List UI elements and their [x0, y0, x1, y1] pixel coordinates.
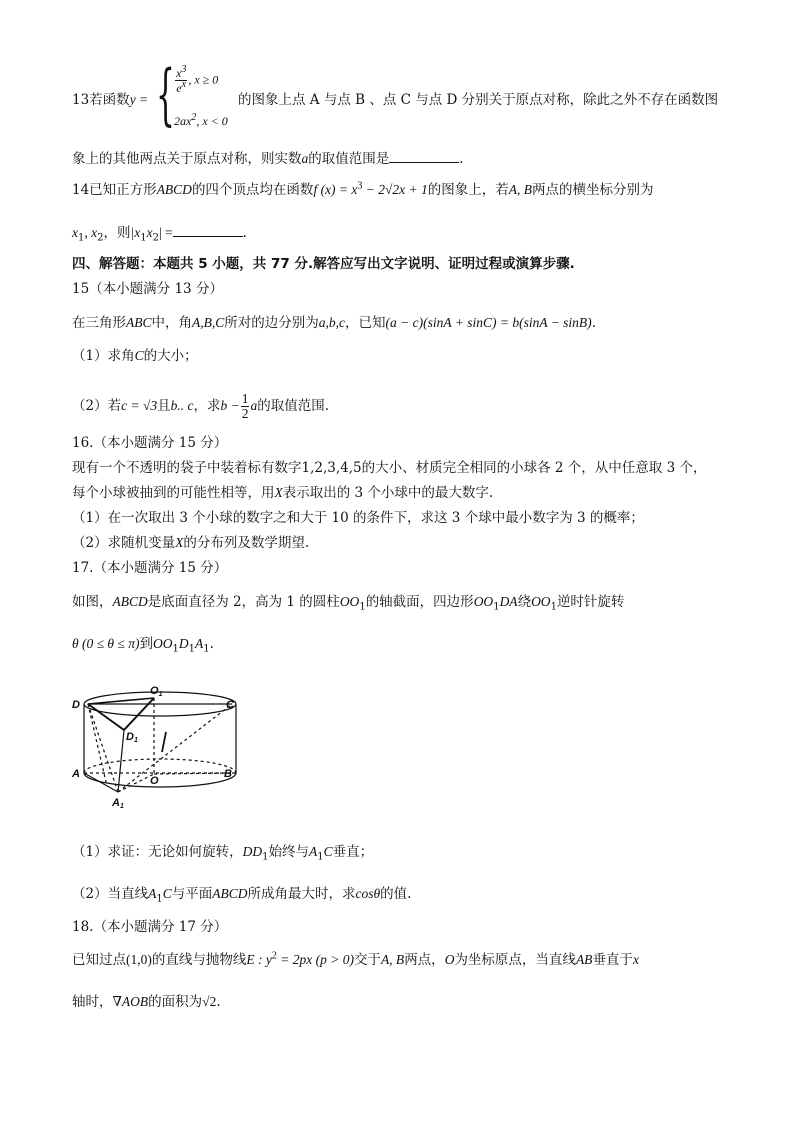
q18-x: x: [632, 952, 639, 967]
case2-exp: 2: [191, 112, 197, 123]
q16-header: 16.（本小题满分 15 分）: [72, 435, 228, 451]
q13-answer-blank: [389, 148, 459, 163]
q15-c: 所对的边分别为: [224, 315, 319, 331]
segment-o1-d1: [124, 698, 154, 730]
piecewise-function: [156, 56, 238, 136]
q17-p1-ac2: C: [323, 844, 333, 859]
q15-stem: [72, 313, 596, 333]
q15-part1: [72, 346, 198, 366]
q14-abs-end: | =: [158, 225, 173, 240]
q15-part2: [72, 392, 329, 421]
q17-l2-c: D: [178, 636, 189, 651]
q17-l1-a: 如图，: [72, 594, 113, 610]
label-O: O: [150, 775, 159, 787]
q15-b: 中，角: [151, 315, 192, 331]
q16-p2-a: （2）求随机变量: [72, 535, 176, 551]
q17-p2-ac: A: [148, 886, 157, 901]
q15-p2-expr-a: a: [250, 398, 258, 413]
q17-p2-cos: cosθ: [355, 886, 381, 901]
q17-l1-d: 绕: [517, 594, 532, 610]
q14-fx-rest: − 2√2x + 1: [362, 182, 428, 197]
q17-axis: OO: [531, 594, 551, 609]
q18-parabola: E : y: [246, 952, 272, 967]
q14-ab: A, B: [508, 182, 533, 197]
q14-x2: , x: [84, 225, 98, 240]
label-B: B: [224, 768, 232, 780]
q15-angles: A,B,C: [192, 315, 225, 330]
q17-l2-end: .: [209, 636, 214, 652]
q17-l1-b: 是底面直径为 2，高为 1 的圆柱: [147, 594, 340, 610]
segment-d-d1: [88, 704, 124, 730]
q15-p2-a: （2）若: [72, 398, 122, 414]
q15-eq: (a − c)(sinA + sinC) = b(sinA − sinB): [385, 315, 592, 330]
q15-p2-eq: c = √3: [121, 398, 158, 413]
q17-abcd: ABCD: [112, 594, 148, 609]
case1-num: x: [176, 66, 182, 80]
segment-d-o1: [88, 698, 154, 704]
label-D1: D1: [126, 731, 138, 744]
cylinder-figure: [66, 682, 246, 812]
q13-text-after: 的图象上点 A 与点 B 、点 C 与点 D 分别关于原点对称，除此之外不存在函数图: [238, 92, 719, 108]
case1-den: e: [176, 81, 182, 95]
q15-p2-d: 的取值范围.: [257, 398, 330, 414]
q18-l1-g: 垂直于: [592, 952, 633, 968]
q18-l1-f: 为坐标原点，当直线: [454, 952, 576, 968]
q14-abs: |x: [130, 225, 141, 240]
q17-p2-a: （2）当直线: [72, 886, 149, 902]
q17-l2-a: 到: [139, 636, 153, 652]
q18-triangle: ∇AOB: [112, 994, 149, 1009]
rotation-arrow: [162, 732, 166, 752]
q13-var-a: a: [301, 151, 309, 166]
q15-p2-c: ，求: [193, 398, 221, 414]
q18-value: √2: [202, 994, 217, 1009]
q14-a: 14已知正方形: [72, 182, 157, 198]
q17-l2-b: OO: [152, 636, 173, 651]
q14-fx: f (x) = x: [313, 182, 358, 197]
q15-abc: ABC: [126, 315, 152, 330]
q13-line1-rest: [238, 90, 718, 110]
q15-sides: a,b,c: [318, 315, 345, 330]
q16-l2-x: X: [274, 485, 283, 500]
q18-line1: 已知过点(1,0)的直线与抛物线E : $y^2 = 2px$ (p > 0)交于A, B两点，O为坐标原点，当直线AB垂直于x: [72, 950, 639, 968]
q15-p2-b: 且: [157, 398, 171, 414]
brace-symbol: {: [156, 56, 175, 133]
q14-line2: $x_1$, $x_2$，则$|x_1x_2|$ = .: [72, 222, 247, 243]
q18-l2-b: 的面积为: [148, 994, 203, 1010]
case1-fraction: [175, 66, 187, 95]
q13-line2: 象上的其他两点关于原点对称，则实数a的取值范围是 .: [72, 148, 464, 169]
q17-l1-c: 的轴截面，四边形: [365, 594, 474, 610]
case1-cond: , x ≥ 0: [188, 72, 219, 87]
q14-then: ，则: [103, 225, 131, 241]
segment-a-a1: [84, 773, 118, 792]
q13-func-lhs: y =: [129, 92, 149, 107]
q14-line1: [72, 180, 654, 200]
q16-part1: （1）在一次取出 3 个小球的数字之和大于 10 的条件下，求这 3 个球中最小数字为 3 的概率；: [72, 510, 644, 526]
q16-line1: 现有一个不透明的袋子中装着标有数字1,2,3,4,5的大小、材质完全相同的小球各 2 个，从中任意取 3 个，: [72, 460, 707, 476]
q17-l2-d: A: [194, 636, 204, 651]
q15-end: .: [591, 315, 596, 331]
q14-c: 的图象上，若: [427, 182, 509, 198]
q17-p1-c: 垂直；: [332, 844, 374, 860]
q16-l2-a: 每个小球被抽到的可能性相等，用: [72, 485, 275, 501]
q18-l1-d: 两点，: [404, 952, 445, 968]
q14-abs2: x: [146, 225, 153, 240]
case2-expr: 2ax: [174, 114, 192, 128]
q17-p2-ac2: C: [162, 886, 172, 901]
q18-l2-a: 轴时，: [72, 994, 113, 1010]
q16-p2-x: X: [175, 535, 184, 550]
q15-frac-num: 1: [241, 391, 249, 406]
q14-b: 的四个顶点均在函数: [191, 182, 314, 198]
q18-l2-end: .: [216, 994, 221, 1010]
case1-num-exp: 3: [181, 64, 187, 75]
q18-o: O: [444, 952, 455, 967]
q17-p2-d: 的值.: [380, 886, 412, 902]
q15-p1-b: 的大小；: [143, 348, 198, 364]
q18-l1-c: 交于: [353, 952, 381, 968]
q14-answer-blank: [173, 222, 243, 237]
q15-a: 在三角形: [72, 315, 126, 331]
q16-part2: [72, 533, 309, 553]
q18-line2: [72, 992, 221, 1012]
q17-p2-b: 与平面: [171, 886, 213, 902]
segment-a1-o: [118, 774, 154, 792]
q17-p1-dd: DD: [242, 844, 263, 859]
q15-frac: [241, 392, 250, 421]
q17-oo1: OO: [339, 594, 360, 609]
q17-quad: OO: [473, 594, 494, 609]
q15-p2-expr-b: b −: [220, 398, 240, 413]
q18-line-ab: AB: [575, 952, 593, 967]
q13-line2-text: 象上的其他两点关于原点对称，则实数: [72, 151, 302, 167]
section-heading: 四、解答题：本题共 5 小题，共 77 分.解答应写出文字说明、证明过程或演算步骤.: [72, 256, 575, 272]
q17-line2: θ (0 ≤ θ ≤ π)到$OO_1D_1A_1$.: [72, 636, 214, 655]
bottom-ellipse-back: [84, 759, 236, 773]
q18-header: 18.（本小题满分 17 分）: [72, 919, 228, 935]
q17-theta: θ (0 ≤ θ ≤ π): [72, 636, 140, 651]
q16-l2-b: 表示取出的 3 个小球中的最大数字.: [282, 485, 494, 501]
case2-cond: , x < 0: [196, 114, 228, 128]
q17-p1-a: （1）求证：无论如何旋转，: [72, 844, 243, 860]
q16-p2-b: 的分布列及数学期望.: [183, 535, 310, 551]
q15-p2-cond: b.. c: [170, 398, 194, 413]
q13-line2-end: 的取值范围是: [308, 151, 390, 167]
q17-p2-abcd: ABCD: [212, 886, 248, 901]
q17-part1: （1）求证：无论如何旋转，$DD_1$始终与$A_1C$垂直；: [72, 844, 374, 863]
label-O1: O1: [150, 685, 163, 698]
q18-l1-a: 已知过点: [72, 952, 126, 968]
q14-abcd: ABCD: [156, 182, 192, 197]
q17-header: 17.（本小题满分 15 分）: [72, 560, 228, 576]
bottom-ellipse-front: [84, 773, 236, 787]
case1-den-exp: x: [181, 79, 187, 90]
q15-p1-c: C: [134, 348, 144, 363]
label-A: A: [72, 768, 80, 780]
q17-l1-e: 逆时针旋转: [556, 594, 625, 610]
q18-point: (1,0): [126, 952, 152, 967]
label-A1: A1: [112, 797, 124, 810]
q15-header: 15（本小题满分 13 分）: [72, 281, 223, 297]
q15-d: ，已知: [345, 315, 386, 331]
q15-p1-a: （1）求角: [72, 348, 135, 364]
q13-prefix: 13若函数: [72, 92, 130, 108]
q14-fx-exp: 3: [357, 180, 363, 192]
q18-l1-b: 的直线与抛物线: [151, 952, 247, 968]
q15-frac-den: 2: [241, 406, 249, 421]
segment-d-a1: [88, 704, 118, 792]
q14-d: 两点的横坐标分别为: [532, 182, 654, 198]
q16-line2: [72, 483, 493, 503]
q17-p2-c: 所成角最大时，求: [247, 886, 356, 902]
q17-quad2: DA: [499, 594, 518, 609]
q13-line1: [72, 90, 148, 110]
q14-x1: x: [72, 225, 78, 240]
label-D: D: [72, 699, 80, 711]
q17-p1-ac: A: [308, 844, 318, 859]
q18-parabola-rest: = 2px (p > 0): [276, 952, 354, 967]
label-C: C: [226, 699, 234, 711]
q17-part2: （2）当直线$A_1C$与平面ABCD所成角最大时，求cosθ的值.: [72, 886, 412, 905]
q18-ab: A, B: [380, 952, 405, 967]
q17-line1: 如图，ABCD是底面直径为 2，高为 1 的圆柱$OO_1$的轴截面，四边形$OO_1DA$绕$OO_1$逆时针旋转: [72, 594, 625, 613]
q17-p1-b: 始终与: [268, 844, 309, 860]
